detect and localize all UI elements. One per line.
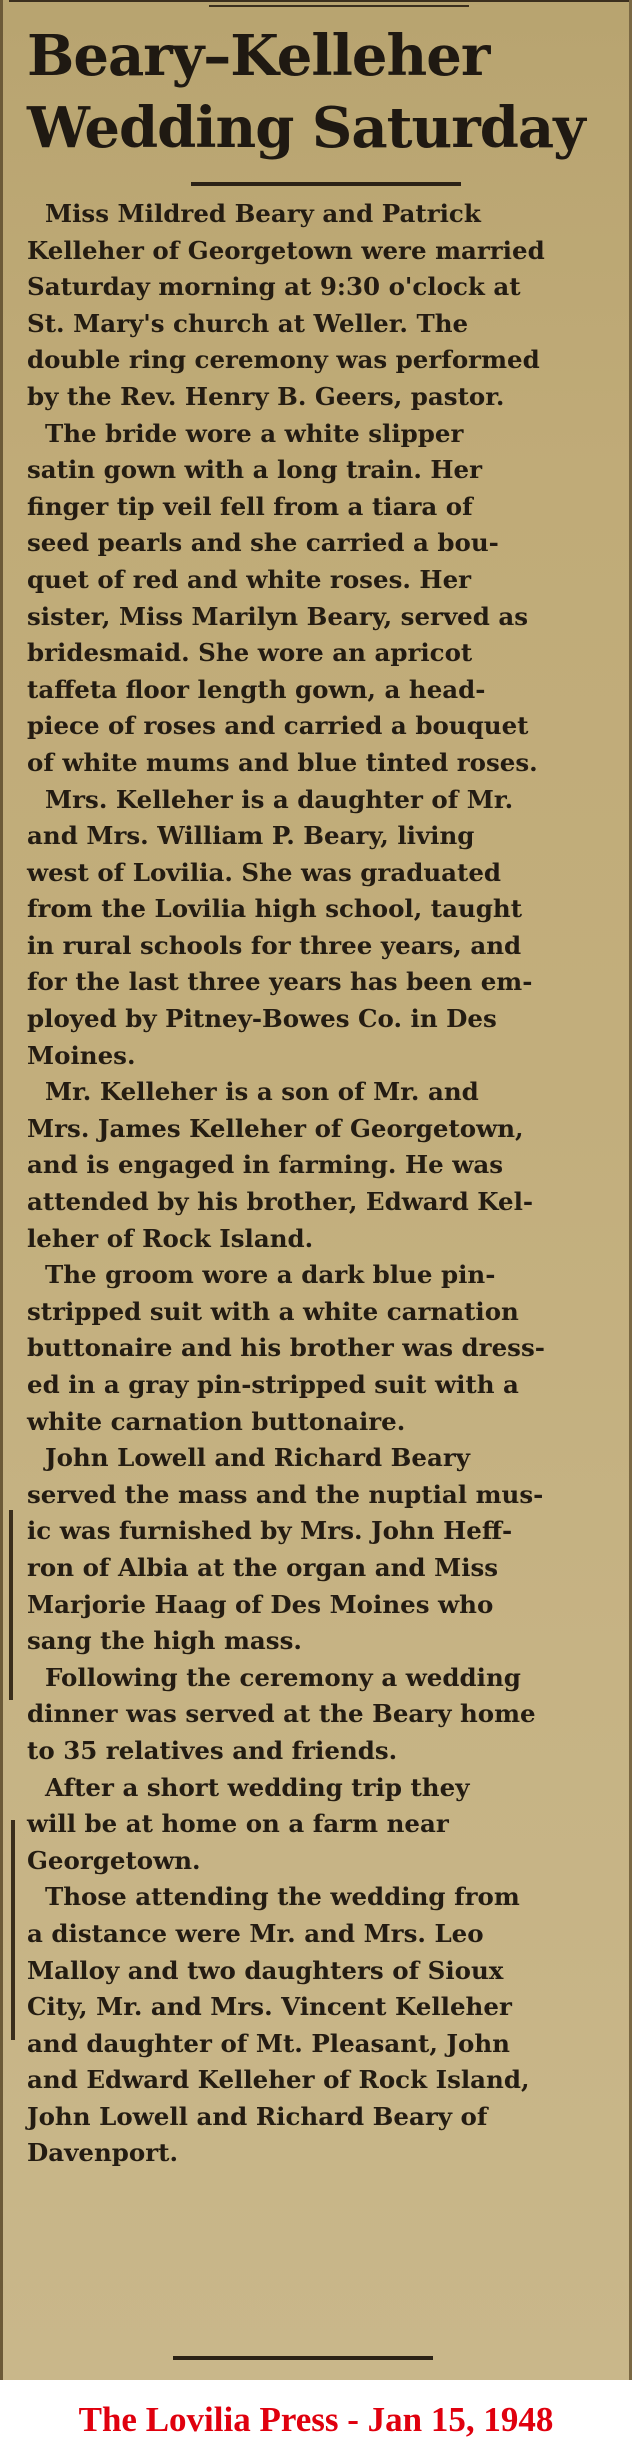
text-line: to 35 relatives and friends. <box>27 1735 398 1765</box>
text-line: buttonaire and his brother was dress- <box>27 1333 545 1363</box>
text-line: west of Lovilia. She was graduated <box>27 857 502 887</box>
text-line: The bride wore a white slipper <box>45 418 464 448</box>
article-paragraph <box>27 1440 621 1660</box>
text-line: Moines. <box>27 1040 136 1070</box>
text-line: Mr. Kelleher is a son of Mr. and <box>45 1077 479 1107</box>
headline-divider <box>191 182 461 186</box>
text-line: and is engaged in farming. He was <box>27 1150 503 1180</box>
text-line: dinner was served at the Beary home <box>27 1699 536 1729</box>
text-line: will be at home on a farm near <box>27 1809 449 1839</box>
top-border-rule <box>9 0 629 8</box>
column-margin-mark <box>9 1510 13 1700</box>
column-margin-mark <box>11 1820 15 2040</box>
text-line: John Lowell and Richard Beary <box>45 1443 470 1473</box>
text-line: quet of red and white roses. Her <box>27 564 472 594</box>
source-caption: The Lovilia Press - Jan 15, 1948 <box>78 2400 554 2439</box>
text-line: stripped suit with a white carnation <box>27 1296 519 1326</box>
article-paragraph <box>27 782 621 1075</box>
text-line: from the Lovilia high school, taught <box>27 894 523 924</box>
text-line: a distance were Mr. and Mrs. Leo <box>27 1918 484 1948</box>
text-line: seed pearls and she carried a bou- <box>27 528 499 558</box>
text-line: taffeta floor length gown, a head- <box>27 674 486 704</box>
text-line: by the Rev. Henry B. Geers, pastor. <box>27 381 505 411</box>
article-paragraph <box>27 416 621 782</box>
text-line: Mrs. James Kelleher of Georgetown, <box>27 1113 524 1143</box>
text-line: and Edward Kelleher of Rock Island, <box>27 2065 530 2095</box>
end-divider <box>173 2356 433 2360</box>
text-line: ic was furnished by Mrs. John Heff- <box>27 1516 513 1546</box>
text-line: Davenport. <box>27 2138 178 2168</box>
text-line: Saturday morning at 9:30 o'clock at <box>27 272 521 302</box>
text-line: in rural schools for three years, and <box>27 930 522 960</box>
text-line: bridesmaid. She wore an apricot <box>27 638 473 668</box>
text-line: piece of roses and carried a bouquet <box>27 711 529 741</box>
text-line: After a short wedding trip they <box>45 1772 470 1802</box>
text-line: double ring ceremony was performed <box>27 345 540 375</box>
article-paragraph <box>27 1660 621 1770</box>
article-paragraph <box>27 1879 621 2172</box>
text-line: Miss Mildred Beary and Patrick <box>45 199 481 228</box>
article-paragraph <box>27 196 621 416</box>
text-line: ployed by Pitney-Bowes Co. in Des <box>27 1004 497 1034</box>
text-line: Those attending the wedding from <box>45 1882 520 1912</box>
text-line: for the last three years has been em- <box>27 967 533 997</box>
text-line: St. Mary's church at Weller. The <box>27 308 469 338</box>
text-line: and daughter of Mt. Pleasant, John <box>27 2028 510 2058</box>
text-line: Marjorie Haag of Des Moines who <box>27 1589 494 1619</box>
text-line: white carnation buttonaire. <box>27 1406 406 1436</box>
text-line: sang the high mass. <box>27 1626 302 1656</box>
article-body <box>27 196 621 2172</box>
text-line: ed in a gray pin-stripped suit with a <box>27 1370 519 1399</box>
text-line: Kelleher of Georgetown were married <box>27 235 545 265</box>
text-line: attended by his brother, Edward Kel- <box>27 1187 534 1217</box>
text-line: Mrs. Kelleher is a daughter of Mr. <box>45 784 514 814</box>
text-line: served the mass and the nuptial mus- <box>27 1479 544 1509</box>
text-line: finger tip veil fell from a tiara of <box>27 491 473 521</box>
article-paragraph <box>27 1257 621 1440</box>
article-paragraph <box>27 1770 621 1880</box>
text-line: Georgetown. <box>27 1845 201 1875</box>
text-line: sister, Miss Marilyn Beary, served as <box>27 601 529 631</box>
text-line: leher of Rock Island. <box>27 1223 314 1253</box>
text-line: John Lowell and Richard Beary of <box>27 2101 488 2131</box>
headline: Beary–Kelleher Wedding Saturday <box>27 23 585 161</box>
text-line: Following the ceremony a wedding <box>45 1662 521 1692</box>
text-line: City, Mr. and Mrs. Vincent Kelleher <box>27 1992 512 2022</box>
text-line: Malloy and two daughters of Sioux <box>27 1955 504 1985</box>
text-line: of white mums and blue tinted roses. <box>27 747 538 777</box>
article-paragraph <box>27 1074 621 1257</box>
text-line: The groom wore a dark blue pin- <box>45 1260 496 1290</box>
text-line: ron of Albia at the organ and Miss <box>27 1552 499 1582</box>
text-line: satin gown with a long train. Her <box>27 455 483 485</box>
text-line: and Mrs. William P. Beary, living <box>27 821 475 851</box>
